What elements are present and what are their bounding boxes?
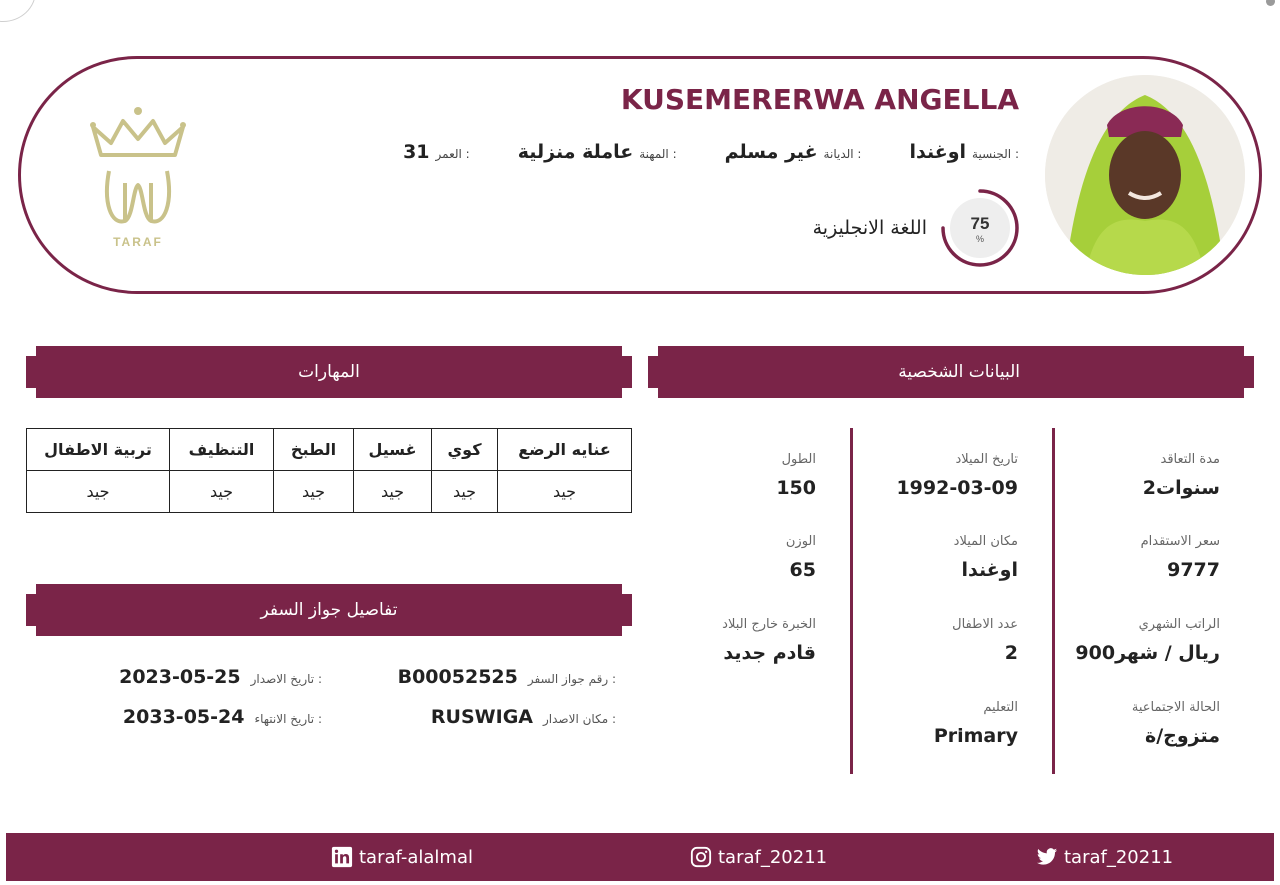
contract-duration-cell	[1040, 452, 1220, 499]
religion-item	[725, 141, 862, 163]
height-value: 150	[776, 477, 816, 499]
language-label: اللغة الانجليزية	[812, 217, 927, 239]
personal-title: البيانات الشخصية	[898, 362, 1020, 382]
instagram-handle: taraf_20211	[718, 846, 828, 868]
language-progress-ring	[939, 187, 1021, 269]
skill-value: جيد	[432, 471, 498, 513]
height-label: الطول	[781, 452, 816, 467]
experience-abroad-value: قادم جديد	[723, 642, 816, 664]
contract-duration-label: مدة التعاقد	[1160, 452, 1220, 467]
birth-date-value: 1992-03-09	[896, 477, 1018, 499]
passport-expiry-label: تاريخ الانتهاء :	[254, 712, 322, 726]
skill-value: جيد	[170, 471, 274, 513]
religion-label: الديانة :	[823, 147, 862, 161]
skill-header: غسيل	[354, 429, 432, 471]
age-label: العمر :	[435, 147, 470, 161]
skill-header: تربية الاطفال	[27, 429, 170, 471]
passport-issue-date-value: 2023-05-25	[119, 666, 241, 688]
weight-cell	[636, 534, 816, 581]
passport-number-value: B00052525	[397, 666, 518, 688]
personal-banner	[648, 346, 1254, 398]
nationality-item	[909, 141, 1019, 163]
skills-title: المهارات	[298, 362, 360, 382]
nationality-label: الجنسية :	[972, 147, 1019, 161]
logo-text: TARAF	[113, 235, 163, 249]
skills-value-row	[27, 471, 632, 513]
marital-status-label: الحالة الاجتماعية	[1131, 700, 1220, 715]
profession-label: المهنة :	[639, 147, 677, 161]
language-gauge	[939, 187, 1021, 269]
education-label: التعليم	[983, 700, 1018, 715]
profession-value: عاملة منزلية	[517, 141, 634, 163]
height-cell	[636, 452, 816, 499]
profile-info-row	[403, 141, 1019, 163]
children-count-label: عدد الاطفال	[952, 617, 1018, 632]
birth-place-cell	[838, 534, 1018, 581]
contract-duration-value: 2سنوات	[1142, 477, 1220, 499]
marital-status-value: متزوج/ة	[1145, 725, 1220, 747]
skill-header: عنايه الرضع	[498, 429, 632, 471]
nationality-value: اوغندا	[909, 141, 967, 163]
twitter-icon	[1036, 846, 1058, 868]
birth-date-label: تاريخ الميلاد	[955, 452, 1018, 467]
crown-logo-icon	[83, 103, 193, 251]
profession-item	[518, 141, 677, 163]
skill-header: كوي	[432, 429, 498, 471]
skill-value: جيد	[274, 471, 354, 513]
linkedin-icon	[331, 846, 353, 868]
monthly-salary-cell	[1040, 617, 1220, 664]
skills-banner	[26, 346, 632, 398]
age-item	[403, 141, 470, 163]
twitter-handle: taraf_20211	[1064, 846, 1174, 868]
passport-title: تفاصيل جواز السفر	[260, 600, 398, 620]
recruitment-price-value: 9777	[1167, 559, 1220, 581]
passport-issue-date-item	[119, 666, 322, 688]
scrollbar-thumb[interactable]	[1266, 0, 1275, 6]
person-portrait-icon	[1045, 75, 1245, 275]
skill-value: جيد	[354, 471, 432, 513]
passport-number-item	[398, 666, 616, 688]
experience-abroad-cell	[636, 617, 816, 664]
profile-card	[18, 56, 1262, 294]
weight-value: 65	[789, 559, 816, 581]
skill-value: جيد	[498, 471, 632, 513]
passport-expiry-value: 2033-05-24	[122, 706, 245, 728]
twitter-link[interactable]	[1036, 833, 1173, 881]
worker-name: KUSEMERERWA ANGELLA	[620, 83, 1019, 116]
age-value: 31	[403, 141, 430, 163]
linkedin-link[interactable]	[331, 833, 473, 881]
recruitment-price-cell	[1040, 534, 1220, 581]
gauge-percent-sign: %	[975, 234, 985, 244]
monthly-salary-value: 900ريال / شهر	[1075, 642, 1220, 664]
taraf-logo	[83, 103, 193, 251]
skill-header: الطبخ	[274, 429, 354, 471]
corner-decoration	[0, 0, 36, 22]
skills-header-row	[27, 429, 632, 471]
skill-header: التنظيف	[170, 429, 274, 471]
birth-place-label: مكان الميلاد	[953, 534, 1018, 549]
birth-place-value: اوغندا	[961, 559, 1018, 581]
experience-abroad-label: الخبرة خارج البلاد	[722, 617, 816, 632]
religion-value: غير مسلم	[724, 141, 818, 163]
birth-date-cell	[838, 452, 1018, 499]
worker-photo	[1045, 75, 1245, 275]
passport-issue-date-label: تاريخ الاصدار :	[250, 672, 322, 686]
skills-table	[26, 428, 632, 513]
children-count-cell	[838, 617, 1018, 664]
education-cell	[838, 700, 1018, 747]
linkedin-handle: taraf-alalmal	[359, 846, 473, 868]
footer-bar	[6, 833, 1274, 881]
instagram-link[interactable]	[690, 833, 827, 881]
recruitment-price-label: سعر الاستقدام	[1140, 534, 1220, 549]
passport-banner	[26, 584, 632, 636]
passport-issue-place-item	[431, 706, 616, 728]
skill-value: جيد	[27, 471, 170, 513]
passport-issue-place-value: RUSWIGA	[430, 706, 533, 728]
passport-issue-place-label: مكان الاصدار :	[543, 712, 616, 726]
weight-label: الوزن	[785, 534, 816, 549]
passport-expiry-item	[123, 706, 322, 728]
marital-status-cell	[1040, 700, 1220, 747]
education-value: Primary	[933, 725, 1018, 747]
monthly-salary-label: الراتب الشهري	[1138, 617, 1220, 632]
children-count-value: 2	[1004, 642, 1018, 664]
instagram-icon	[690, 846, 712, 868]
gauge-percent-value: 75	[970, 214, 990, 233]
passport-number-label: رقم جواز السفر :	[527, 672, 616, 686]
